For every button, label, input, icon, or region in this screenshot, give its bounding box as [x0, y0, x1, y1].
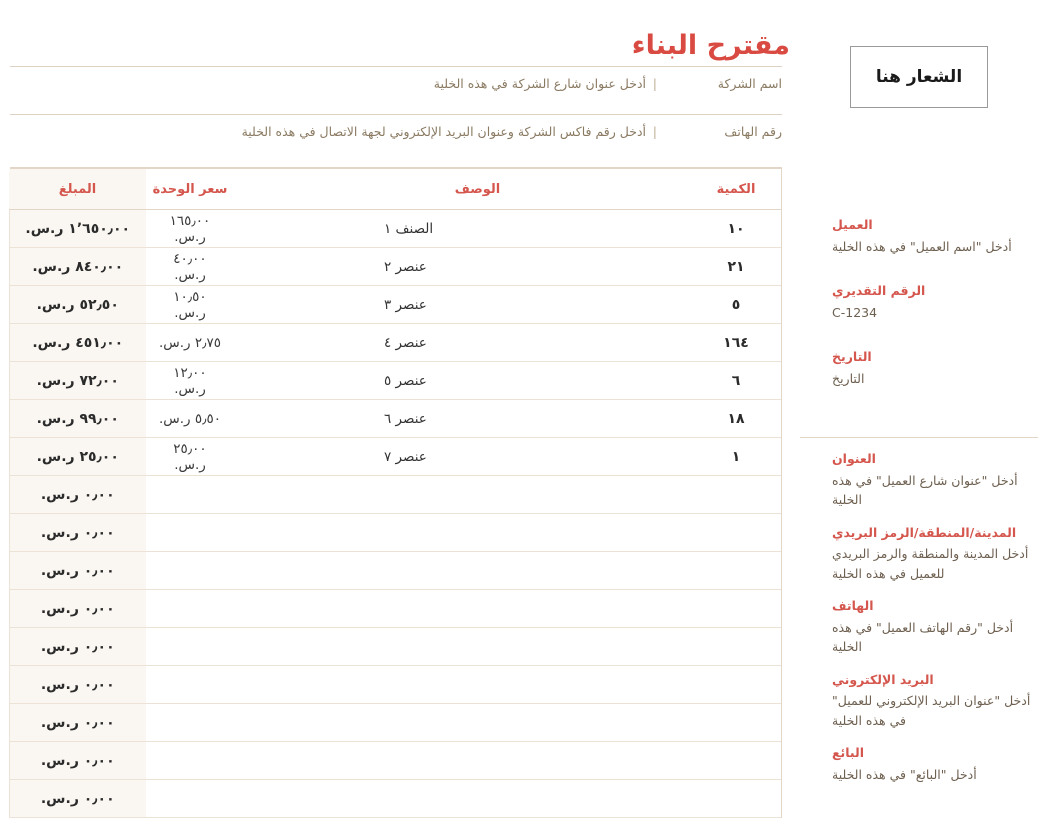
cell-unit-price[interactable]: [146, 590, 234, 628]
company-name-label: اسم الشركة: [717, 76, 782, 91]
cell-unit-price[interactable]: [146, 704, 234, 742]
cell-unit-price[interactable]: ١٦٥٫٠٠ ر.س.: [146, 210, 234, 248]
table-header-row: [9, 169, 781, 210]
sidebar-field-group: [832, 597, 1038, 657]
table-row[interactable]: [9, 362, 781, 400]
table-row[interactable]: [9, 286, 781, 324]
cell-quantity[interactable]: [691, 552, 781, 590]
sidebar-field-value[interactable]: C-1234: [832, 304, 878, 320]
sidebar-field-label: العميل: [832, 217, 873, 232]
cell-unit-price[interactable]: [146, 780, 234, 818]
cell-quantity[interactable]: ٢١: [691, 248, 781, 286]
table-row[interactable]: [9, 248, 781, 286]
cell-quantity[interactable]: [691, 666, 781, 704]
sidebar-field-group: [832, 744, 1038, 784]
cell-amount[interactable]: ٠٫٠٠ ر.س.: [9, 514, 146, 552]
sidebar-field-value[interactable]: أدخل "عنوان البريد الإلكتروني للعميل" في هذه الخلية: [832, 693, 1031, 728]
table-row[interactable]: [9, 704, 781, 742]
sidebar-field-group: [832, 671, 1038, 731]
sidebar-field-value[interactable]: أدخل "رقم الهاتف العميل" في هذه الخلية: [832, 619, 1014, 655]
cell-amount[interactable]: ٨٤٠٫٠٠ ر.س.: [9, 248, 146, 286]
cell-unit-price[interactable]: ١٠٫٥٠ ر.س.: [146, 286, 234, 324]
cell-unit-price[interactable]: ٥٫٥٠ ر.س.: [146, 400, 234, 438]
table-row[interactable]: [9, 476, 781, 514]
sidebar-field-label: العنوان: [832, 451, 876, 466]
cell-quantity[interactable]: ١٠: [691, 210, 781, 248]
sidebar-bottom-fields: [800, 450, 1038, 798]
cell-unit-price[interactable]: ٤٠٫٠٠ ر.س.: [146, 248, 234, 286]
company-name-row[interactable]: [10, 66, 782, 114]
cell-amount[interactable]: ١٬٦٥٠٫٠٠ ر.س.: [9, 210, 146, 248]
page-title: مقترح البناء: [631, 30, 790, 61]
cell-quantity[interactable]: [691, 628, 781, 666]
cell-description[interactable]: الصنف ١: [234, 210, 691, 248]
sidebar-field-value[interactable]: أدخل المدينة والمنطقة والرمز البريدي للعميل في هذه الخلية: [832, 546, 1029, 581]
cell-quantity[interactable]: [691, 742, 781, 780]
cell-amount[interactable]: ٥٢٫٥٠ ر.س.: [9, 286, 146, 324]
field-separator: |: [652, 124, 657, 139]
table-row[interactable]: [9, 438, 781, 476]
sidebar-field-label: الرقم التقديري: [832, 283, 926, 299]
table-row[interactable]: [9, 210, 781, 248]
cell-quantity[interactable]: [691, 514, 781, 552]
cell-description[interactable]: عنصر ٦: [234, 400, 691, 438]
cell-unit-price[interactable]: ٢٫٧٥ ر.س.: [146, 324, 234, 362]
cell-unit-price[interactable]: [146, 552, 234, 590]
items-table: [9, 169, 782, 818]
cell-quantity[interactable]: [691, 476, 781, 514]
sidebar-field-value[interactable]: أدخل "عنوان شارع العميل" في هذه الخلية: [832, 472, 1018, 508]
sidebar-field-label: الهاتف: [832, 598, 874, 613]
table-row[interactable]: [9, 666, 781, 704]
table-row[interactable]: [9, 742, 781, 780]
sidebar-field-group: [832, 216, 1038, 256]
cell-unit-price[interactable]: [146, 628, 234, 666]
column-header-description: الوصف: [234, 169, 691, 210]
cell-description[interactable]: [234, 590, 691, 628]
sidebar-field-label: المدينة/المنطقة/الرمز البريدي: [832, 524, 1017, 540]
cell-description[interactable]: عنصر ٥: [234, 362, 691, 400]
sidebar-field-group: [832, 450, 1038, 510]
cell-amount[interactable]: ٩٩٫٠٠ ر.س.: [9, 400, 146, 438]
cell-amount[interactable]: ٠٫٠٠ ر.س.: [9, 704, 146, 742]
company-fax-email-hint[interactable]: أدخل رقم فاكس الشركة وعنوان البريد الإلكتروني لجهة الاتصال في هذه الخلية: [241, 124, 646, 139]
field-separator: |: [652, 76, 657, 91]
company-phone-label: رقم الهاتف: [724, 124, 782, 139]
cell-unit-price[interactable]: [146, 514, 234, 552]
cell-description[interactable]: عنصر ٤: [234, 324, 691, 362]
cell-amount[interactable]: ٧٢٫٠٠ ر.س.: [9, 362, 146, 400]
table-row[interactable]: [9, 400, 781, 438]
cell-quantity[interactable]: [691, 780, 781, 818]
cell-description[interactable]: [234, 742, 691, 780]
table-row[interactable]: [9, 552, 781, 590]
cell-description[interactable]: [234, 780, 691, 818]
cell-amount[interactable]: ٤٥١٫٠٠ ر.س.: [9, 324, 146, 362]
table-row[interactable]: [9, 324, 781, 362]
cell-amount[interactable]: ٠٫٠٠ ر.س.: [9, 742, 146, 780]
cell-description[interactable]: عنصر ٣: [234, 286, 691, 324]
sidebar-divider: [800, 437, 1038, 438]
cell-unit-price[interactable]: ١٢٫٠٠ ر.س.: [146, 362, 234, 400]
column-header-unit-price: سعر الوحدة: [146, 169, 234, 210]
cell-quantity[interactable]: ١: [691, 438, 781, 476]
items-table-body: [9, 210, 781, 818]
cell-description[interactable]: عنصر ٢: [234, 248, 691, 286]
table-row[interactable]: [9, 628, 781, 666]
cell-description[interactable]: [234, 704, 691, 742]
cell-amount[interactable]: ٠٫٠٠ ر.س.: [9, 628, 146, 666]
sidebar-field-group: [832, 282, 1038, 322]
cell-quantity[interactable]: [691, 590, 781, 628]
sidebar-field-value[interactable]: التاريخ: [832, 371, 865, 386]
sidebar-field-label: البائع: [832, 745, 865, 760]
table-row[interactable]: [9, 590, 781, 628]
table-row[interactable]: [9, 514, 781, 552]
cell-quantity[interactable]: ١٦٤: [691, 324, 781, 362]
cell-description[interactable]: [234, 628, 691, 666]
cell-amount[interactable]: ٢٥٫٠٠ ر.س.: [9, 438, 146, 476]
logo-placeholder[interactable]: الشعار هنا: [850, 46, 988, 108]
cell-description[interactable]: [234, 666, 691, 704]
sidebar: [800, 0, 1038, 800]
cell-quantity[interactable]: ١٨: [691, 400, 781, 438]
cell-unit-price[interactable]: ٢٥٫٠٠ ر.س.: [146, 438, 234, 476]
cell-amount[interactable]: ٠٫٠٠ ر.س.: [9, 590, 146, 628]
sidebar-field-label: التاريخ: [832, 349, 872, 365]
cell-description[interactable]: [234, 514, 691, 552]
cell-unit-price[interactable]: [146, 666, 234, 704]
column-header-amount: المبلغ: [9, 169, 146, 210]
sidebar-field-group: [832, 524, 1038, 584]
cell-amount[interactable]: ٠٫٠٠ ر.س.: [9, 476, 146, 514]
cell-amount[interactable]: ٠٫٠٠ ر.س.: [9, 552, 146, 590]
cell-unit-price[interactable]: [146, 742, 234, 780]
cell-description[interactable]: عنصر ٧: [234, 438, 691, 476]
cell-description[interactable]: [234, 552, 691, 590]
sidebar-field-label: البريد الإلكتروني: [832, 671, 934, 687]
column-header-quantity: الكمية: [691, 169, 781, 210]
cell-amount[interactable]: ٠٫٠٠ ر.س.: [9, 666, 146, 704]
company-address-hint[interactable]: أدخل عنوان شارع الشركة في هذه الخلية: [433, 76, 646, 91]
company-info-block: [10, 66, 782, 160]
items-table-container: [10, 167, 782, 818]
cell-amount[interactable]: ٠٫٠٠ ر.س.: [9, 780, 146, 818]
cell-unit-price[interactable]: [146, 476, 234, 514]
sidebar-top-fields: [800, 216, 1038, 402]
cell-quantity[interactable]: ٦: [691, 362, 781, 400]
cell-quantity[interactable]: [691, 704, 781, 742]
sidebar-field-value[interactable]: أدخل "البائع" في هذه الخلية: [832, 766, 977, 782]
sidebar-field-group: [832, 348, 1038, 388]
cell-quantity[interactable]: ٥: [691, 286, 781, 324]
sidebar-field-value[interactable]: أدخل "اسم العميل" في هذه الخلية: [832, 238, 1012, 254]
cell-description[interactable]: [234, 476, 691, 514]
table-row[interactable]: [9, 780, 781, 818]
company-phone-row[interactable]: [10, 114, 782, 160]
